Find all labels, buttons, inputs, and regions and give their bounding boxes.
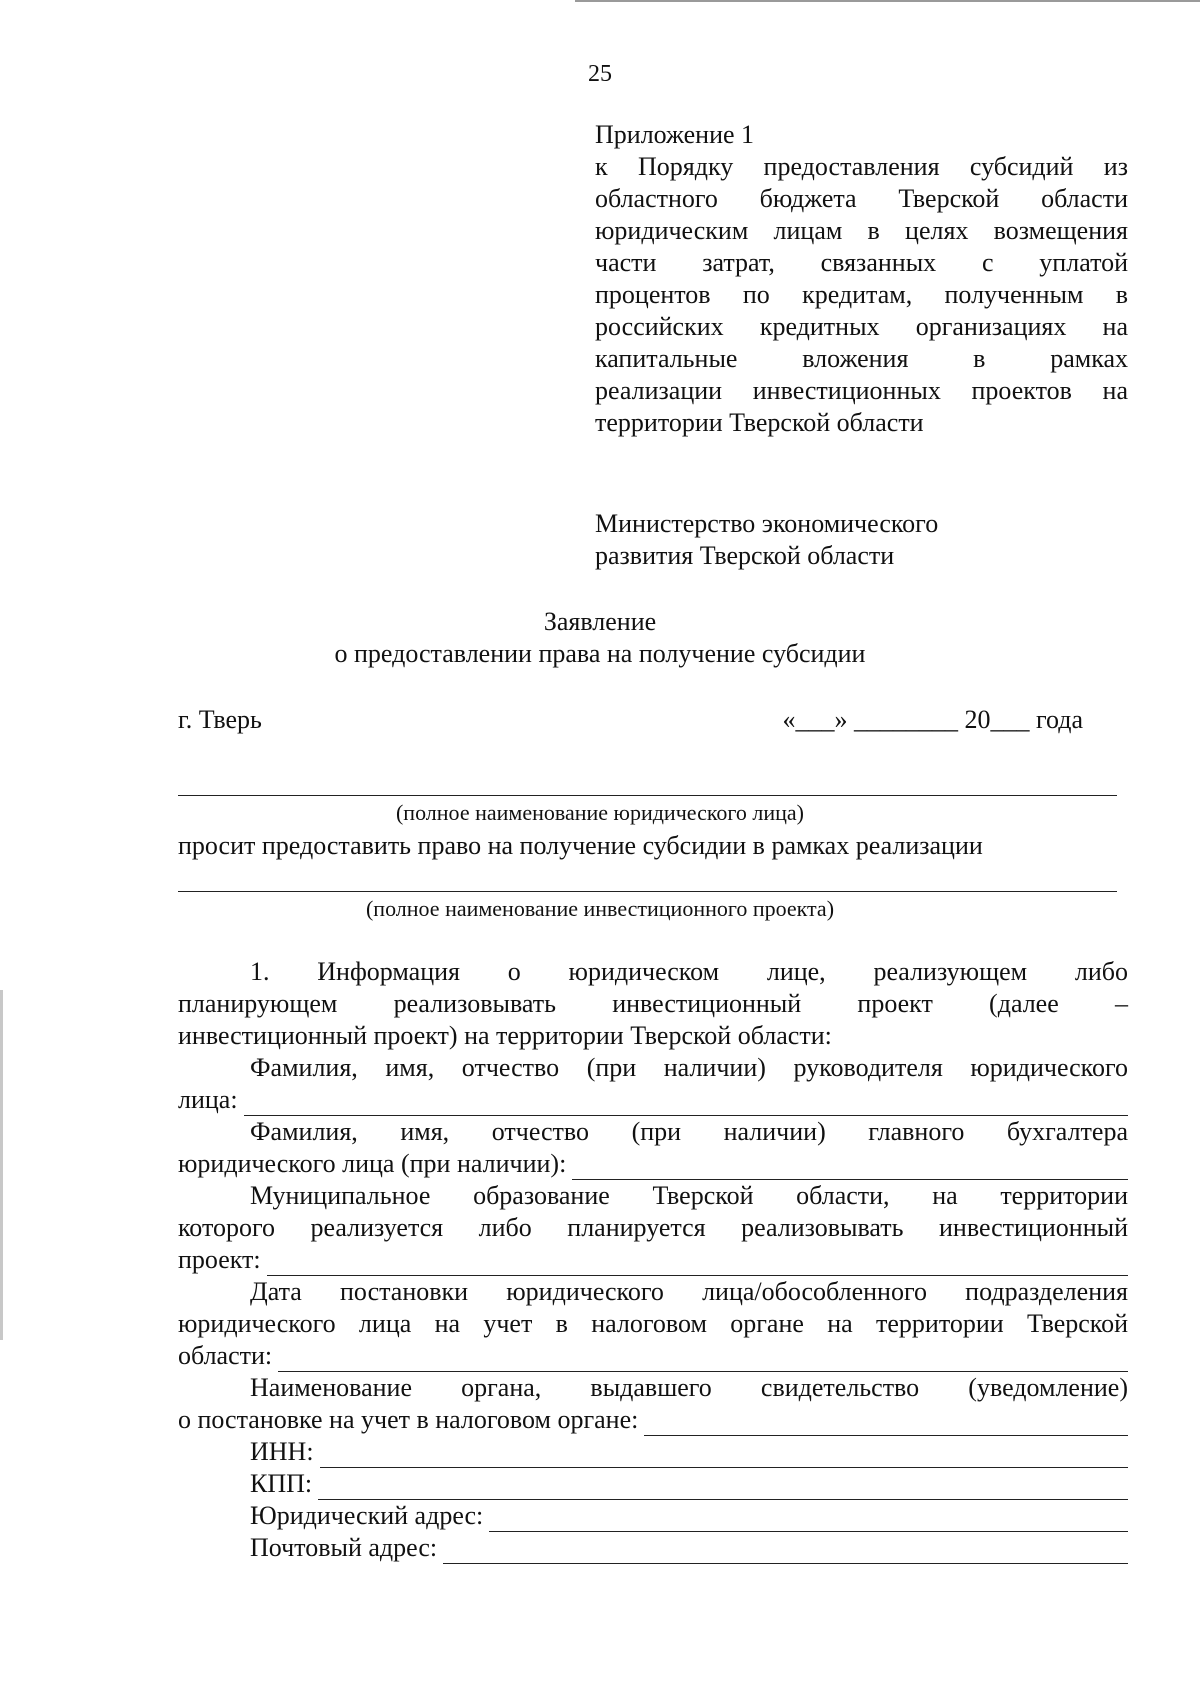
appendix-line: части затрат, связанных с уплатой bbox=[595, 248, 1128, 277]
section-1-line: инвестиционный проект) на территории Тверской области: bbox=[178, 1021, 832, 1050]
kpp-label: КПП: bbox=[250, 1469, 313, 1498]
head-name-label: Фамилия, имя, отчество (при наличии) руководителя юридического bbox=[250, 1053, 1128, 1082]
municipality-row bbox=[178, 1244, 1128, 1276]
appendix-line: территории Тверской области bbox=[595, 408, 924, 437]
postal-address-row bbox=[178, 1532, 1128, 1564]
accountant-name-label: Фамилия, имя, отчество (при наличии) главного бухгалтера bbox=[250, 1117, 1128, 1146]
addressee-line: Министерство экономического bbox=[595, 509, 939, 538]
head-name-row bbox=[178, 1084, 1128, 1116]
municipality-label: Муниципальное образование Тверской области, на территории bbox=[250, 1181, 1128, 1210]
addressee-line: развития Тверской области bbox=[595, 541, 895, 570]
tax-registration-date-field[interactable] bbox=[278, 1345, 1128, 1372]
accountant-name-row bbox=[178, 1148, 1128, 1180]
municipality-field[interactable] bbox=[267, 1249, 1128, 1276]
appendix-line: реализации инвестиционных проектов на bbox=[595, 376, 1128, 405]
issuing-organ-label: Наименование органа, выдавшего свидетельство (уведомление) bbox=[250, 1373, 1128, 1402]
request-text: просит предоставить право на получение субсидии в рамках реализации bbox=[178, 831, 983, 860]
municipality-label-end: проект: bbox=[178, 1245, 261, 1274]
appendix-line: процентов по кредитам, полученным в bbox=[595, 280, 1128, 309]
entity-name-field[interactable] bbox=[178, 795, 1117, 796]
inn-row bbox=[178, 1436, 1128, 1468]
document-title-line: Заявление bbox=[543, 607, 657, 636]
scan-artifact-left-edge bbox=[0, 990, 3, 1340]
appendix-title: Приложение 1 bbox=[595, 120, 755, 149]
tax-registration-label: Дата постановки юридического лица/обособленного подразделения bbox=[250, 1277, 1128, 1306]
head-name-field[interactable] bbox=[244, 1089, 1128, 1116]
appendix-line: областного бюджета Тверской области bbox=[595, 184, 1128, 213]
kpp-field[interactable] bbox=[318, 1473, 1128, 1500]
issuing-organ-field[interactable] bbox=[644, 1409, 1128, 1436]
legal-address-label: Юридический адрес: bbox=[250, 1501, 484, 1530]
section-1-line: 1. Информация о юридическом лице, реализующем либо bbox=[250, 957, 1128, 986]
legal-address-field[interactable] bbox=[489, 1505, 1128, 1532]
section-1-line: планирующем реализовывать инвестиционный проект (далее – bbox=[178, 989, 1128, 1018]
inn-label: ИНН: bbox=[250, 1437, 314, 1466]
accountant-name-field[interactable] bbox=[572, 1153, 1128, 1180]
page-number: 25 bbox=[588, 61, 612, 87]
project-name-field[interactable] bbox=[178, 891, 1117, 892]
appendix-line: капитальные вложения в рамках bbox=[595, 344, 1128, 373]
document-subtitle-line: о предоставлении права на получение субсидии bbox=[334, 639, 866, 668]
issuing-organ-row bbox=[178, 1404, 1128, 1436]
date-field[interactable]: «___» ________ 20___ года bbox=[782, 705, 1083, 734]
inn-field[interactable] bbox=[320, 1441, 1128, 1468]
place-date-row bbox=[178, 704, 1083, 736]
scan-artifact-top-line bbox=[575, 0, 1200, 2]
municipality-label: которого реализуется либо планируется реализовывать инвестиционный bbox=[178, 1213, 1128, 1242]
head-name-label-end: лица: bbox=[178, 1085, 238, 1114]
tax-registration-row bbox=[178, 1340, 1128, 1372]
appendix-line: юридическим лицам в целях возмещения bbox=[595, 216, 1128, 245]
legal-address-row bbox=[178, 1500, 1128, 1532]
tax-registration-label: юридического лица на учет в налоговом органе на территории Тверской bbox=[178, 1309, 1128, 1338]
request-text-block bbox=[178, 830, 1128, 862]
entity-name-caption: (полное наименование юридического лица) bbox=[395, 800, 805, 825]
tax-registration-label-end: области: bbox=[178, 1341, 273, 1370]
issuing-organ-label-end: о постановке на учет в налоговом органе: bbox=[178, 1405, 639, 1434]
accountant-name-label-end: юридического лица (при наличии): bbox=[178, 1149, 567, 1178]
kpp-row bbox=[178, 1468, 1128, 1500]
project-name-caption: (полное наименование инвестиционного проекта) bbox=[365, 896, 835, 921]
postal-address-field[interactable] bbox=[443, 1537, 1128, 1564]
appendix-line: к Порядку предоставления субсидий из bbox=[595, 152, 1128, 181]
postal-address-label: Почтовый адрес: bbox=[250, 1533, 438, 1562]
document-title bbox=[0, 606, 1200, 670]
city: г. Тверь bbox=[178, 705, 262, 734]
section-1-block bbox=[178, 956, 1128, 1564]
appendix-block bbox=[595, 119, 1128, 439]
appendix-line: российских кредитных организациях на bbox=[595, 312, 1128, 341]
addressee-block bbox=[595, 508, 938, 572]
